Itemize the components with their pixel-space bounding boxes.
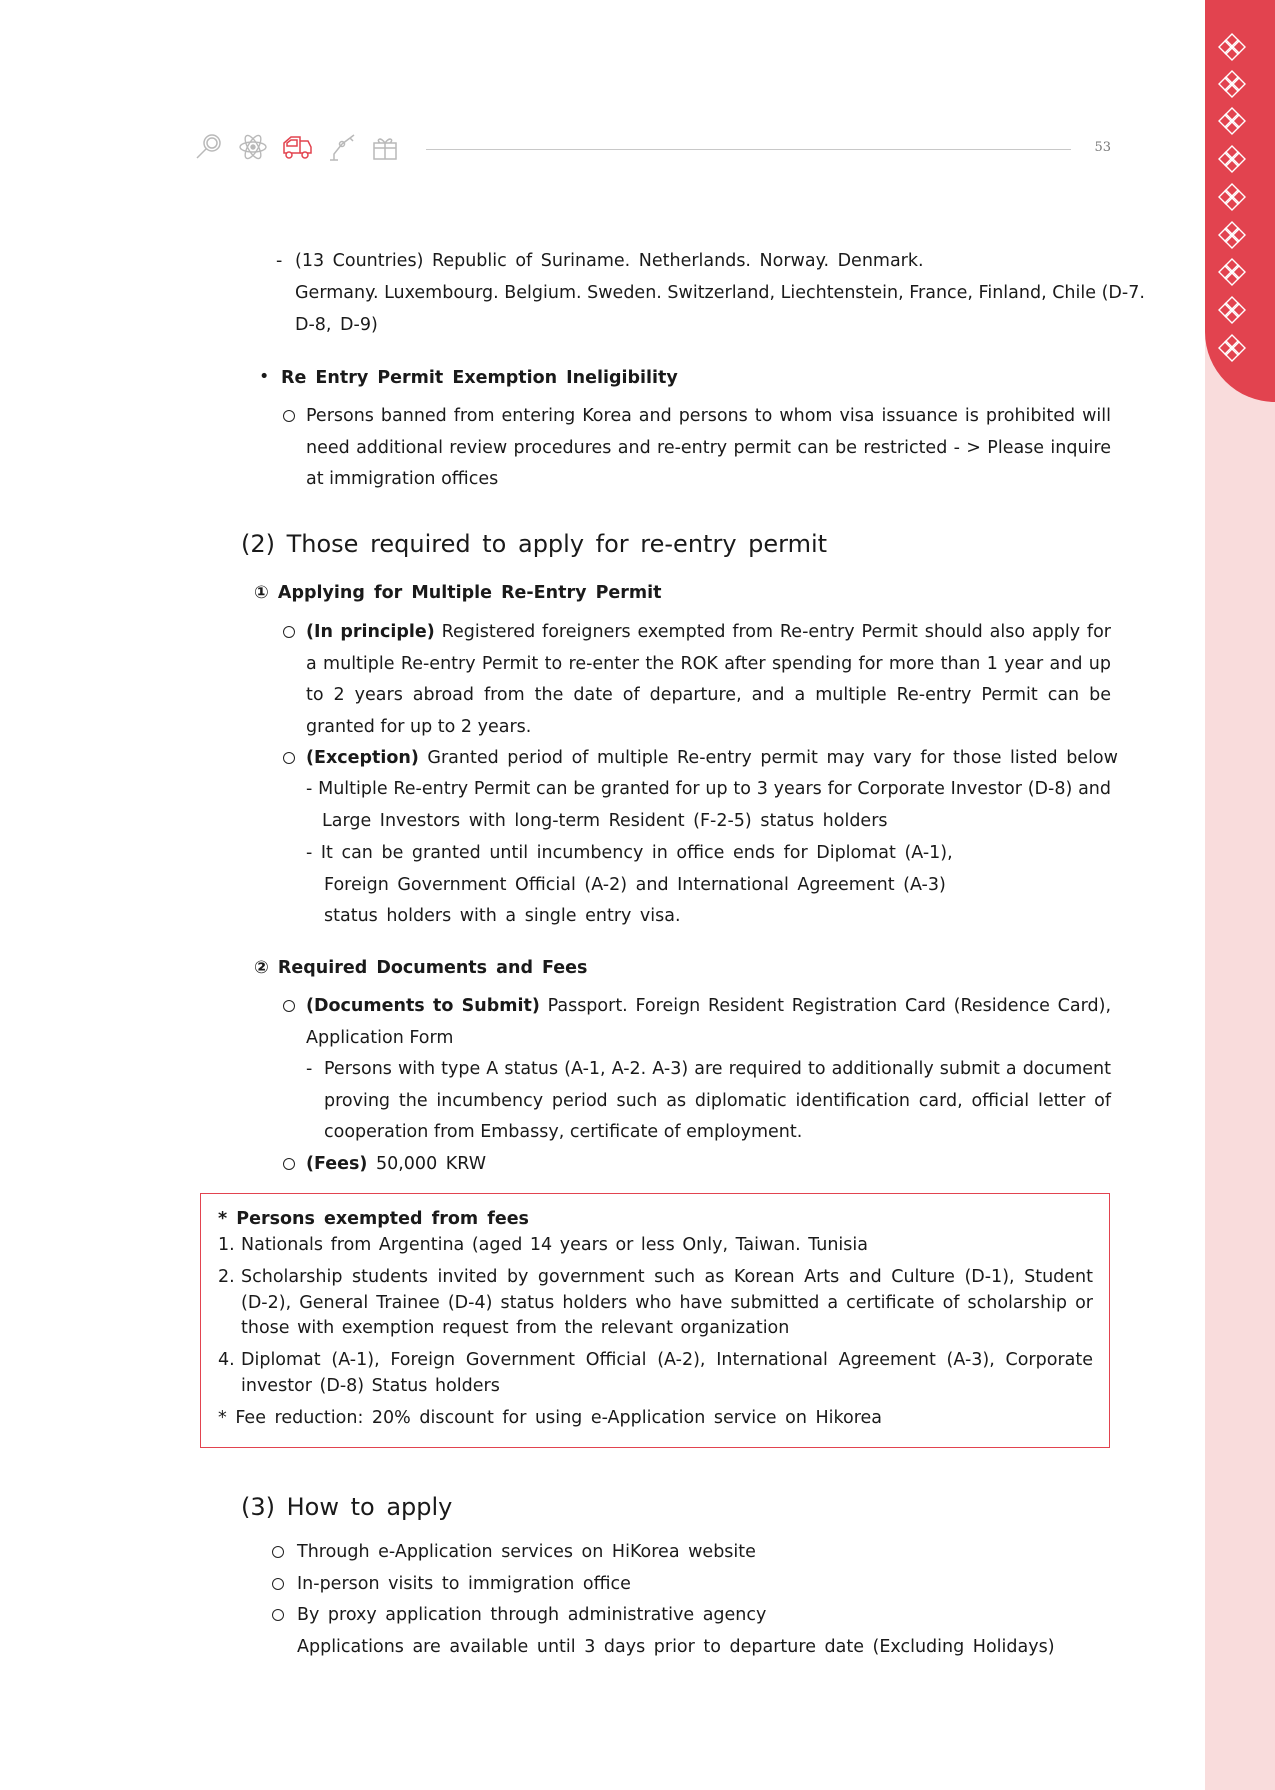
header-icon-row <box>194 132 400 166</box>
circle-bullet <box>272 1609 284 1621</box>
magnifier-icon <box>194 132 224 162</box>
fee-exemption-item: Nationals from Argentina (aged 14 years or less Only, Taiwan. Tunisia <box>241 1235 868 1255</box>
how-to-apply-item: By proxy application through administrative agency <box>297 1605 767 1625</box>
circle-bullet <box>272 1578 284 1590</box>
ornament-icon <box>1217 295 1247 325</box>
documents-note: Persons with type A status (A-1, A-2. A-3) are required to additionally submit a document proving the incumbency period such as diplomatic identification card, official letter of cooperation from Embassy, certificate of employment. <box>324 1059 1111 1142</box>
exception-item-2-line-1: - It can be granted until incumbency in office ends for Diplomat (A-1), <box>306 843 953 863</box>
list-dash: - <box>276 251 283 271</box>
circle-bullet <box>283 1158 295 1170</box>
ornament-icon <box>1217 144 1247 174</box>
fee-exemption-item: Diplomat (A-1), Foreign Government Official (A-2), International Agreement (A-3), Corporate investor (D-8) Status holders <box>241 1350 1093 1396</box>
ornament-icon <box>1217 106 1247 136</box>
ornament-icon <box>1217 220 1247 250</box>
in-principle-paragraph <box>306 617 1111 743</box>
fee-exemption-title: * Persons exempted from fees <box>218 1209 529 1229</box>
circle-bullet <box>283 626 295 638</box>
fees-text: 50,000 KRW <box>367 1154 486 1174</box>
bullet-dot: • <box>259 367 270 387</box>
robot-arm-icon <box>326 132 356 162</box>
documents-paragraph <box>306 991 1111 1054</box>
subsection-1-title: ① Applying for Multiple Re-Entry Permit <box>254 583 662 603</box>
application-deadline-note: Applications are available until 3 days prior to departure date (Excluding Holidays) <box>297 1637 1055 1657</box>
ineligibility-text: Persons banned from entering Korea and persons to whom visa issuance is prohibited will need additional review procedures and re-entry permit can be restricted - > Please inquire at immigration offices <box>306 406 1111 489</box>
exception-item-2-line-2: Foreign Government Official (A-2) and International Agreement (A-3) <box>324 875 946 895</box>
fee-exemption-box <box>200 1193 1110 1448</box>
ornament-icon <box>1217 182 1247 212</box>
section-3-heading: (3) How to apply <box>241 1493 453 1521</box>
fee-exemption-item-number: 2. <box>218 1267 235 1287</box>
circle-bullet <box>283 1000 295 1012</box>
countries-line-2: Germany. Luxembourg. Belgium. Sweden. Switzerland, Liechtenstein, France, Finland, Chile (D-7. <box>295 283 1145 303</box>
section-2-heading: (2) Those required to apply for re-entry permit <box>241 530 828 558</box>
exception-item-1-line-2: Large Investors with long-term Resident (F-2-5) status holders <box>322 811 888 831</box>
countries-line-3: D-8, D-9) <box>295 315 378 335</box>
circle-bullet <box>272 1546 284 1558</box>
how-to-apply-item: In-person visits to immigration office <box>297 1574 631 1594</box>
fee-exemption-item-number: 4. <box>218 1350 235 1370</box>
fee-exemption-item: Scholarship students invited by government such as Korean Arts and Culture (D-1), Student (D-2), General Trainee (D-4) status holders who have submitted a certificate of scholarship or those with exemption request from the relevant organization <box>241 1267 1093 1338</box>
exception-paragraph <box>306 743 1118 775</box>
gift-box-icon <box>370 132 400 162</box>
fees-label: (Fees) <box>306 1154 368 1174</box>
documents-note-dash: - <box>306 1059 313 1079</box>
atom-icon <box>238 132 268 162</box>
side-decoration-tab <box>1205 0 1275 402</box>
header-rule <box>426 149 1071 150</box>
ornament-icon <box>1217 69 1247 99</box>
how-to-apply-item: Through e-Application services on HiKorea website <box>297 1542 756 1562</box>
circle-bullet <box>283 752 295 764</box>
countries-line-1: (13 Countries) Republic of Suriname. Netherlands. Norway. Denmark. <box>295 251 924 271</box>
exception-label: (Exception) <box>306 748 419 768</box>
documents-text: Passport. Foreign Resident Registration Card (Residence Card), Application Form <box>306 996 1112 1048</box>
ineligibility-title: Re Entry Permit Exemption Ineligibility <box>281 368 678 388</box>
exception-text: Granted period of multiple Re-entry permit may vary for those listed below <box>418 748 1118 768</box>
documents-label: (Documents to Submit) <box>306 996 540 1016</box>
fee-exemption-item-number: 1. <box>218 1235 235 1255</box>
fee-reduction-footnote: * Fee reduction: 20% discount for using e-Application service on Hikorea <box>218 1408 883 1428</box>
in-principle-label: (In principle) <box>306 622 435 642</box>
ornament-icon <box>1217 32 1247 62</box>
subsection-2-title: ② Required Documents and Fees <box>254 958 588 978</box>
exception-item-1-line-1: - Multiple Re-entry Permit can be granted for up to 3 years for Corporate Investor (D-8) and <box>306 779 1111 799</box>
ornament-icon <box>1217 257 1247 287</box>
circle-bullet <box>283 410 295 422</box>
page-number: 53 <box>1094 140 1111 155</box>
ornament-icon <box>1217 333 1247 363</box>
truck-icon <box>282 132 312 162</box>
exception-item-2-line-3: status holders with a single entry visa. <box>324 906 681 926</box>
page-header <box>194 132 1111 166</box>
fees-paragraph <box>306 1149 486 1181</box>
in-principle-text: Registered foreigners exempted from Re-entry Permit should also apply for a multiple Re-entry Permit to re-enter the ROK after spending for more than 1 year and up to 2 years abroad from the date of departure, and a multiple Re-entry Permit can be granted for up to 2 years. <box>306 622 1111 737</box>
